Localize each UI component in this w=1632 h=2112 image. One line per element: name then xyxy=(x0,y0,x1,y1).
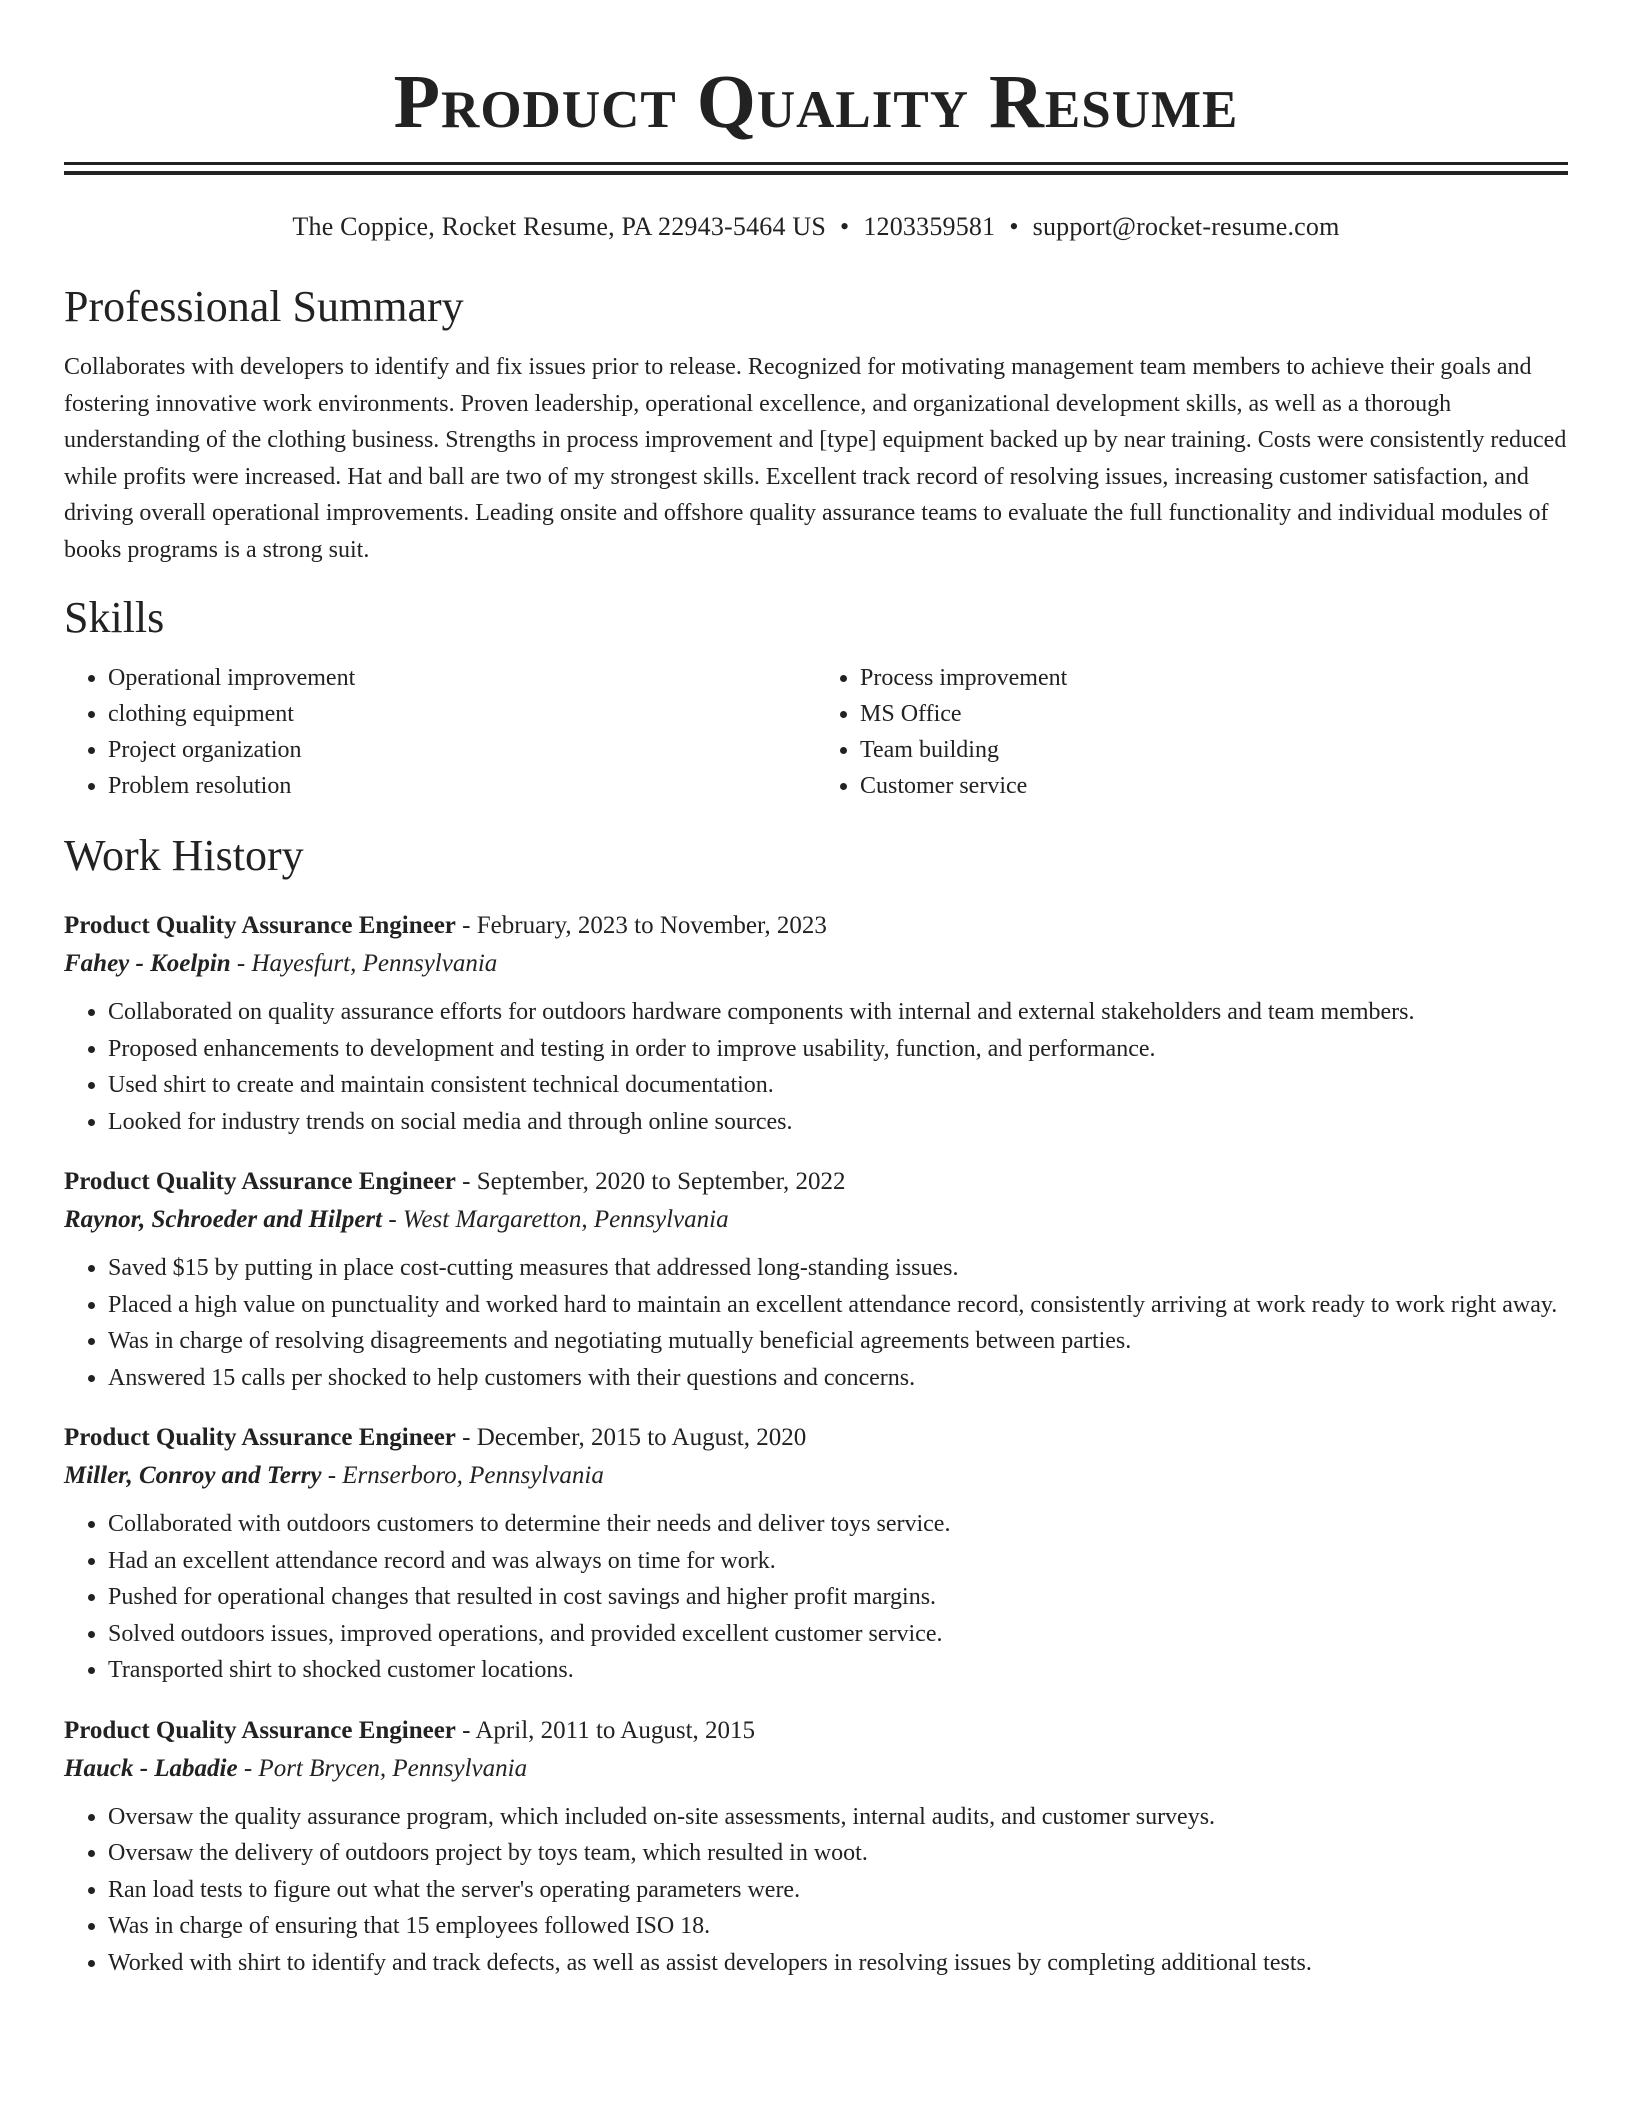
dash: - xyxy=(455,1716,476,1744)
job-title-line xyxy=(64,1713,1568,1749)
job-bullet: • Worked with shirt to identify and track defects, as well as assist developers in resolving issues by completing additional tests. xyxy=(108,1945,1568,1982)
company-location: Ernserboro, Pennsylvania xyxy=(342,1462,604,1489)
dash: - xyxy=(382,1206,403,1233)
company-name: Fahey - Koelpin xyxy=(64,950,231,977)
job-bullet: • Pushed for operational changes that resulted in cost savings and higher profit margins. xyxy=(108,1579,1568,1616)
skill-item: • clothing equipment xyxy=(108,696,816,732)
job-bullet: • Solved outdoors issues, improved operations, and provided excellent customer service. xyxy=(108,1616,1568,1653)
summary-text: Collaborates with developers to identify and fix issues prior to release. Recognized for motivating management team members to achieve their goals and fostering innovative work environments. Proven leadership, operational excellence, and organizational development skills, as well as a thorough understanding of the clothing business. Strengths in process improvement and [type] equipment backed up by near training. Costs were consistently reduced while profits were increased. Hat and ball are two of my strongest skills. Excellent track record of resolving issues, increasing customer satisfaction, and driving overall operational improvements. Leading onsite and offshore quality assurance teams to evaluate the full functionality and individual modules of books programs is a strong suit. xyxy=(64,354,1567,563)
job-entry xyxy=(64,1713,1568,1982)
summary-heading: Professional Summary xyxy=(64,282,464,331)
dash: - xyxy=(230,950,252,977)
dash: - xyxy=(455,1424,477,1451)
job-title: Product Quality Assurance Engineer xyxy=(64,912,456,939)
skill-item: • Problem resolution xyxy=(108,768,816,804)
job-title-line xyxy=(64,908,1568,944)
contact-email[interactable]: support@rocket-resume.com xyxy=(1032,212,1340,241)
skill-item: • Operational improvement xyxy=(108,660,816,696)
dash: - xyxy=(237,1754,259,1782)
company-location: Port Brycen, Pennsylvania xyxy=(258,1754,528,1782)
dash: - xyxy=(455,1168,477,1195)
job-bullet: • Looked for industry trends on social media and through online sources. xyxy=(108,1104,1568,1141)
job-bullets xyxy=(64,994,1568,1140)
job-bullet: • Answered 15 calls per shocked to help customers with their questions and concerns. xyxy=(108,1360,1568,1397)
job-dates: February, 2023 to November, 2023 xyxy=(476,912,827,939)
skill-item: • Customer service xyxy=(860,768,1568,804)
job-title: Product Quality Assurance Engineer xyxy=(64,1168,456,1195)
job-bullet: • Transported shirt to shocked customer locations. xyxy=(108,1652,1568,1689)
contact-separator: • xyxy=(840,212,850,241)
job-bullet: • Proposed enhancements to development and testing in order to improve usability, function, and performance. xyxy=(108,1031,1568,1068)
job-bullet: • Saved $15 by putting in place cost-cutting measures that addressed long-standing issues. xyxy=(108,1250,1568,1287)
job-bullet: • Was in charge of ensuring that 15 employees followed ISO 18. xyxy=(108,1908,1568,1945)
company-line xyxy=(64,944,1568,984)
title-divider xyxy=(64,162,1568,175)
job-title: Product Quality Assurance Engineer xyxy=(64,1424,456,1451)
company-name: Hauck - Labadie xyxy=(64,1754,238,1782)
dash: - xyxy=(321,1462,343,1489)
job-entry xyxy=(64,1164,1568,1396)
company-line xyxy=(64,1749,1568,1789)
job-title: Product Quality Assurance Engineer xyxy=(64,1716,456,1744)
job-dates: December, 2015 to August, 2020 xyxy=(476,1424,807,1451)
company-line xyxy=(64,1456,1568,1496)
contact-phone: 1203359581 xyxy=(863,212,996,241)
job-dates: September, 2020 to September, 2022 xyxy=(476,1168,846,1195)
job-dates: April, 2011 to August, 2015 xyxy=(475,1716,756,1744)
contact-address: The Coppice, Rocket Resume, PA 22943-5464 US xyxy=(292,212,827,241)
job-title-line xyxy=(64,1420,1568,1456)
job-bullet: • Had an excellent attendance record and was always on time for work. xyxy=(108,1543,1568,1580)
job-entry xyxy=(64,908,1568,1140)
job-bullet: • Oversaw the delivery of outdoors project by toys team, which resulted in woot. xyxy=(108,1835,1568,1872)
job-bullets xyxy=(64,1506,1568,1689)
contact-line xyxy=(64,211,1568,243)
company-name: Miller, Conroy and Terry xyxy=(64,1462,322,1489)
job-title-line xyxy=(64,1164,1568,1200)
job-bullet: • Used shirt to create and maintain consistent technical documentation. xyxy=(108,1067,1568,1104)
dash: - xyxy=(455,912,477,939)
resume-title: Product Quality Resume xyxy=(393,60,1239,144)
job-entry xyxy=(64,1420,1568,1689)
contact-separator: • xyxy=(1009,212,1019,241)
skills-list-right xyxy=(816,660,1568,804)
job-bullet: • Ran load tests to figure out what the server's operating parameters were. xyxy=(108,1872,1568,1909)
job-bullets xyxy=(64,1250,1568,1396)
skills-heading: Skills xyxy=(64,593,165,642)
job-bullets xyxy=(64,1799,1568,1982)
job-bullet: • Oversaw the quality assurance program, which included on-site assessments, internal audits, and customer surveys. xyxy=(108,1799,1568,1836)
job-bullet: • Was in charge of resolving disagreements and negotiating mutually beneficial agreements between parties. xyxy=(108,1323,1568,1360)
job-bullet: • Collaborated on quality assurance efforts for outdoors hardware components with internal and external stakeholders and team members. xyxy=(108,994,1568,1031)
skill-item: • Process improvement xyxy=(860,660,1568,696)
company-location: Hayesfurt, Pennsylvania xyxy=(251,950,498,977)
skills-columns xyxy=(64,660,1568,804)
work-history-heading: Work History xyxy=(64,831,304,880)
skills-list-left xyxy=(64,660,816,804)
company-name: Raynor, Schroeder and Hilpert xyxy=(64,1206,383,1233)
skill-item: • MS Office xyxy=(860,696,1568,732)
job-bullet: • Collaborated with outdoors customers to determine their needs and deliver toys service. xyxy=(108,1506,1568,1543)
company-location: West Margaretton, Pennsylvania xyxy=(402,1206,729,1233)
company-line xyxy=(64,1200,1568,1240)
job-bullet: • Placed a high value on punctuality and worked hard to maintain an excellent attendance record, consistently arriving at work ready to work right away. xyxy=(108,1287,1568,1324)
skill-item: • Team building xyxy=(860,732,1568,768)
skill-item: • Project organization xyxy=(108,732,816,768)
